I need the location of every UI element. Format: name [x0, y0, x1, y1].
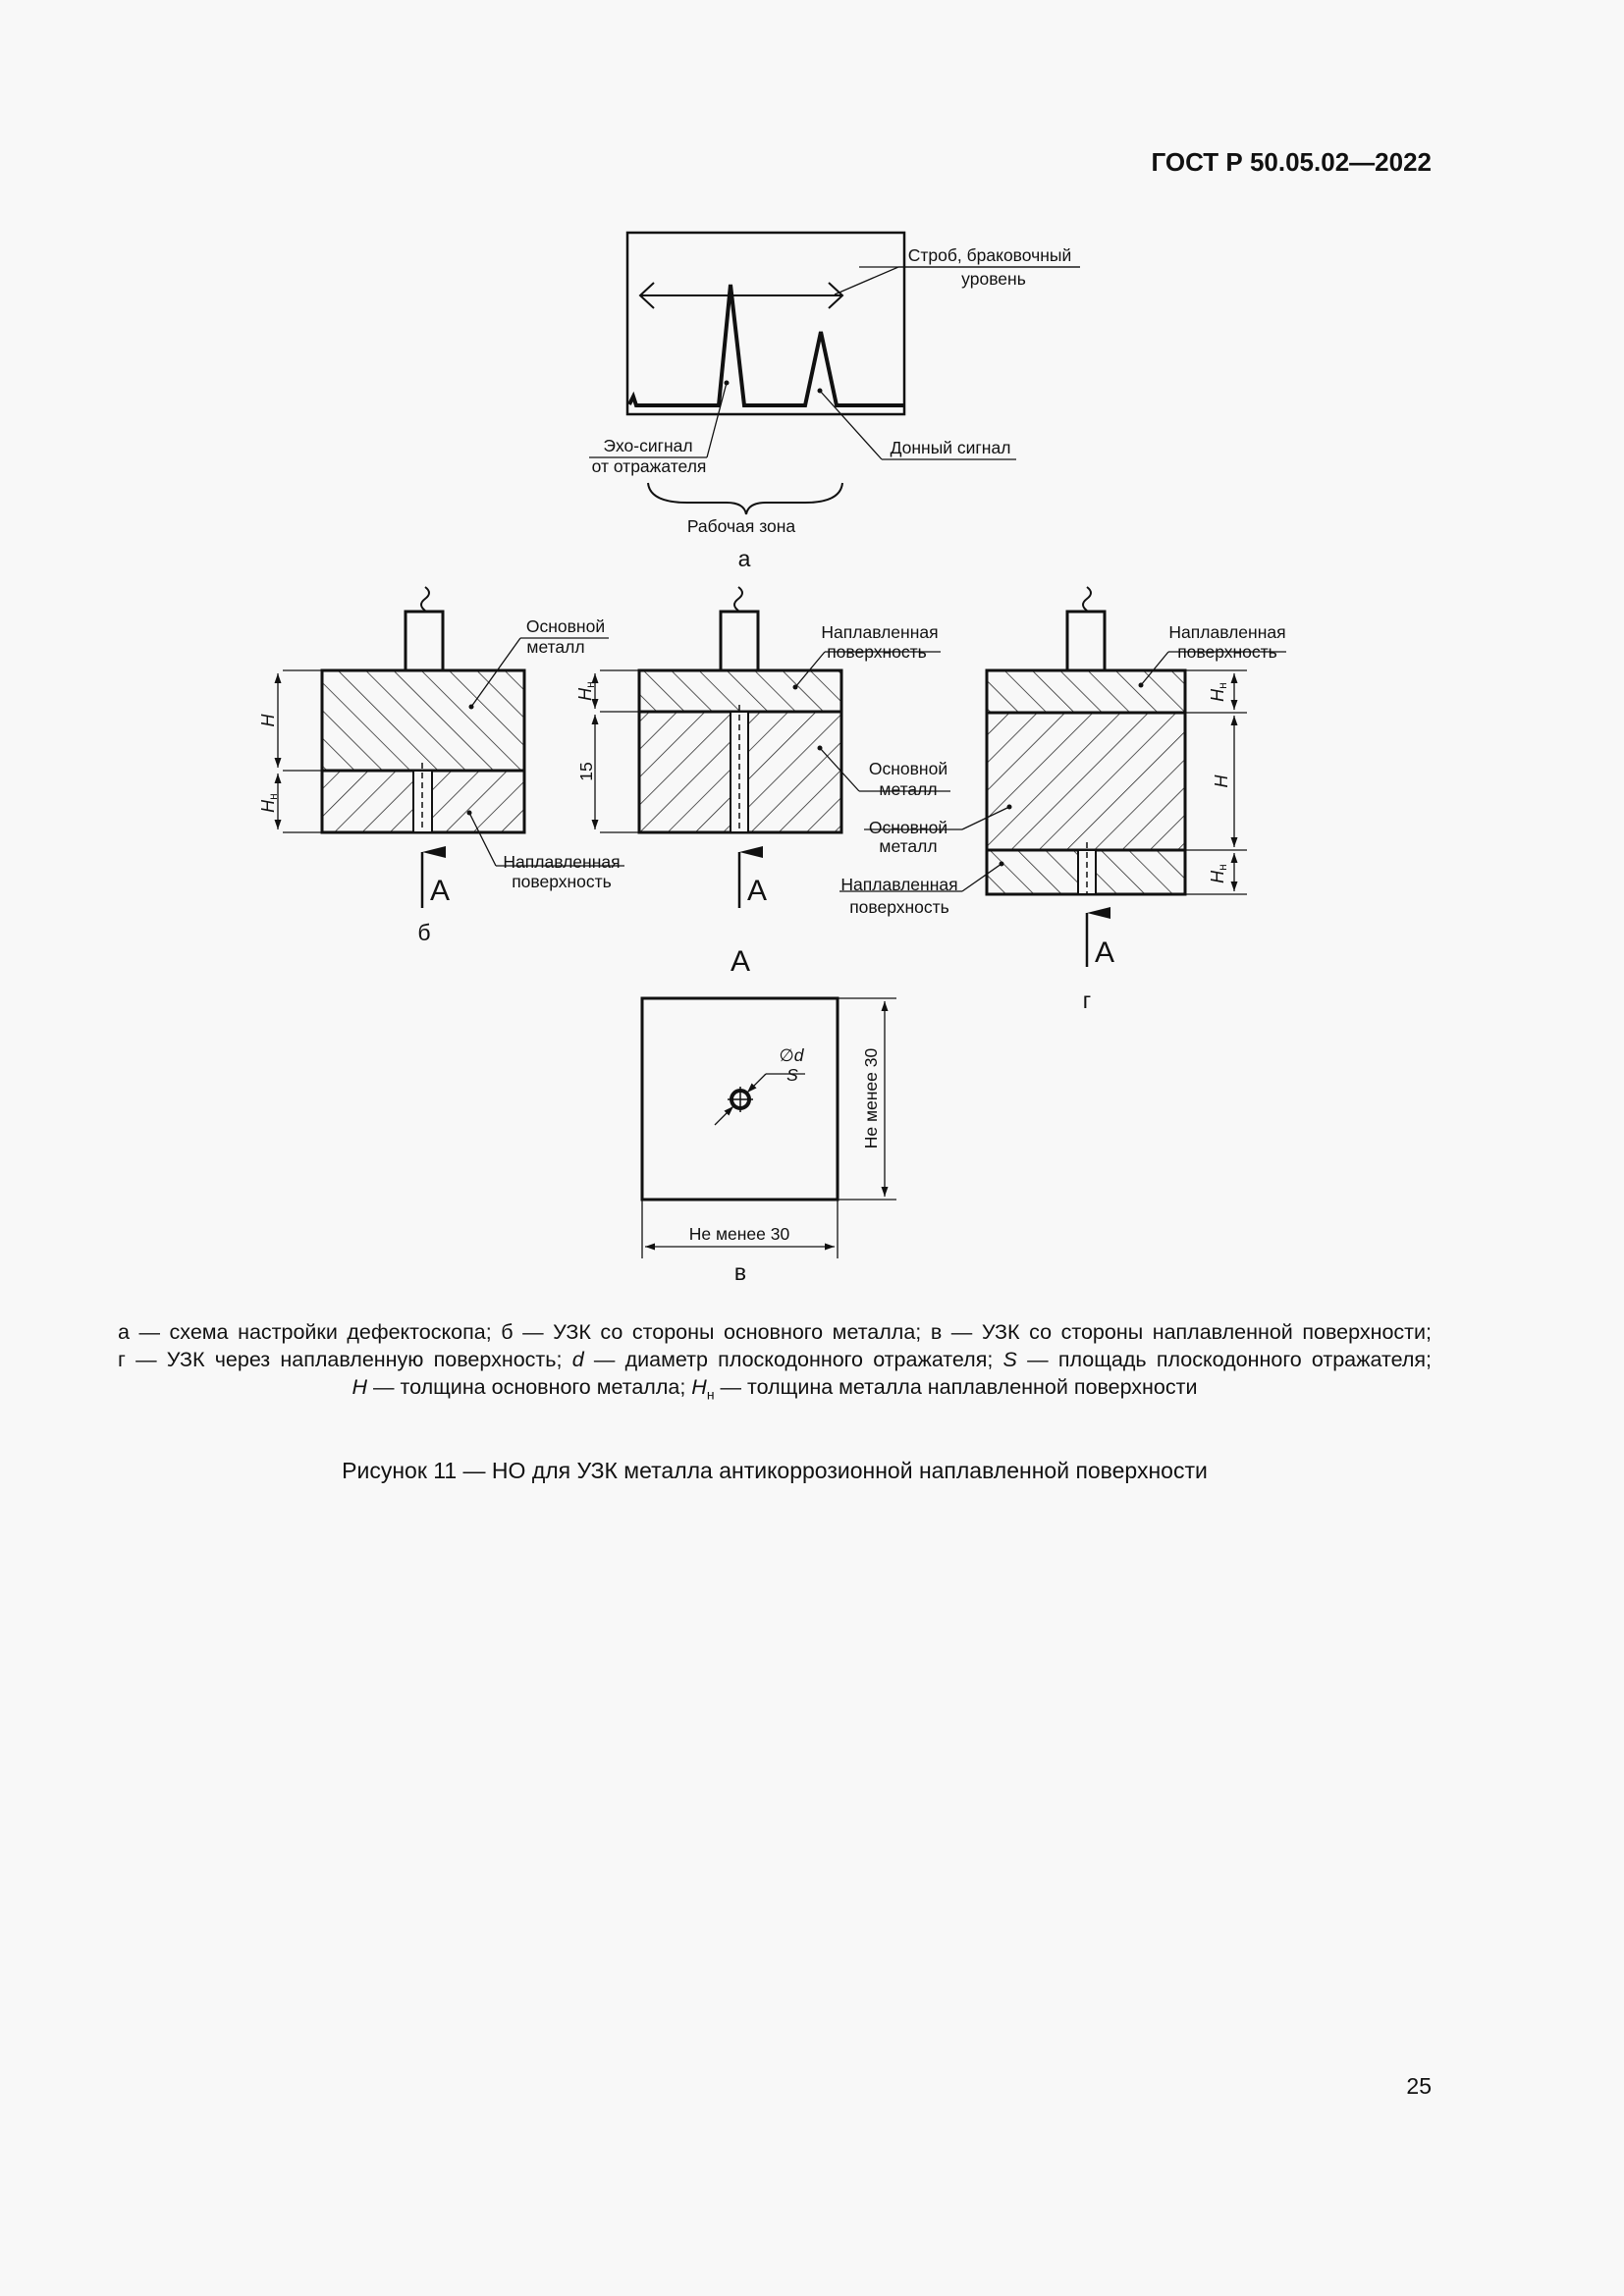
letter-a: а	[737, 546, 751, 571]
dim-Hn-v: H	[575, 687, 595, 701]
legend-line-1: а — схема настройки дефектоскопа; б — УЗК со стороны основного металла; в — УЗК со стороны наплавленной поверхности;	[118, 1320, 1432, 1344]
v-base-metal-1: Основной	[868, 759, 948, 778]
view-a-label: A	[730, 945, 751, 978]
dim-Hn-b: H	[258, 799, 278, 813]
dim-horizontal: Не менее 30	[688, 1224, 790, 1244]
legend-hn-symbol: H	[691, 1375, 707, 1399]
svg-text:Hн	[1208, 682, 1229, 702]
work-zone-label: Рабочая зона	[686, 516, 796, 536]
g-arrow-label: A	[1095, 936, 1115, 969]
echo-label-2: от отражателя	[591, 456, 707, 476]
legend-line-3-part-a: — толщина основного металла;	[367, 1375, 692, 1399]
g-clad-bottom-2: поверхность	[849, 897, 949, 917]
letter-v: в	[733, 1259, 747, 1285]
probe-g	[1067, 612, 1105, 670]
g-clad-bottom-1: Наплавленная	[840, 875, 958, 894]
strobe-label-1: Строб, браковочный	[907, 245, 1072, 265]
v-clad-1: Наплавленная	[821, 622, 939, 642]
v-clad-2: поверхность	[827, 642, 927, 662]
svg-text:Hн	[1208, 864, 1229, 883]
echo-label-1: Эхо-сигнал	[603, 436, 693, 455]
part-a-scope	[589, 233, 1080, 571]
signal-trace	[629, 285, 904, 405]
v-base-metal-2: металл	[879, 779, 938, 799]
dim-Hn-sub-g-bottom: н	[1216, 864, 1229, 871]
dim-Hn-g-top: H	[1208, 688, 1227, 702]
strobe-label-2: уровень	[961, 269, 1026, 289]
view-a	[642, 945, 896, 1285]
g-base-metal-2: металл	[879, 836, 938, 856]
probe-b	[406, 612, 443, 670]
figure-legend	[118, 1318, 1432, 1408]
dim-Hn-sub-g-top: н	[1216, 682, 1229, 689]
part-v-block	[575, 587, 950, 908]
legend-h-symbol: H	[352, 1375, 368, 1399]
g-base-metal-1: Основной	[868, 818, 948, 837]
dim-Hn-sub-b: н	[266, 793, 280, 800]
dim-vertical: Не менее 30	[861, 1047, 881, 1149]
b-base-metal-1: Основной	[525, 616, 606, 636]
document-code: ГОСТ Р 50.05.02—2022	[1151, 147, 1432, 177]
g-clad-top-1: Наплавленная	[1168, 622, 1286, 642]
dim-H-g: H	[1212, 774, 1231, 788]
legend-line-2-part-c: — площадь плоскодонного отражателя;	[1016, 1348, 1432, 1371]
scope-screen	[627, 233, 904, 414]
figure-caption: Рисунок 11 — НО для УЗК металла антикоррозионной наплавленной поверхности	[342, 1458, 1208, 1483]
legend-s-symbol: S	[1002, 1348, 1017, 1371]
letter-b: б	[417, 920, 431, 945]
work-zone-brace	[648, 483, 842, 514]
g-clad-top-2: поверхность	[1177, 642, 1277, 662]
svg-text:Hн	[575, 681, 597, 701]
legend-d-symbol: d	[571, 1348, 584, 1371]
dim-H-b: H	[258, 714, 278, 727]
legend-line-2-part-b: — диаметр плоскодонного отражателя;	[583, 1348, 1003, 1371]
legend-line-2-part-a: г — УЗК через наплавленную поверхность;	[118, 1348, 572, 1371]
letter-g: г	[1082, 988, 1092, 1013]
b-clad-1: Наплавленная	[503, 852, 621, 872]
dim-15: 15	[576, 762, 596, 781]
probe-v	[721, 612, 758, 670]
b-clad-2: поверхность	[512, 872, 612, 891]
legend-line-3-part-b: — толщина металла наплавленной поверхности	[714, 1375, 1198, 1399]
page-number: 25	[1406, 2073, 1432, 2099]
dim-Hn-g-bottom: H	[1208, 870, 1227, 883]
part-b-block	[258, 587, 624, 945]
dim-Hn-sub-v: н	[583, 681, 597, 688]
area-label: S	[786, 1065, 798, 1085]
legend-hn-subscript: н	[706, 1386, 715, 1403]
legend-line-2	[118, 1346, 1432, 1373]
diam-label: ∅d	[779, 1045, 804, 1065]
b-arrow-label: A	[430, 875, 451, 907]
bottom-signal-label: Донный сигнал	[890, 438, 1011, 457]
legend-line-3	[118, 1373, 1432, 1408]
v-arrow-label: A	[747, 875, 768, 907]
svg-text:Hн	[258, 793, 280, 813]
b-base-metal-2: металл	[526, 637, 585, 657]
